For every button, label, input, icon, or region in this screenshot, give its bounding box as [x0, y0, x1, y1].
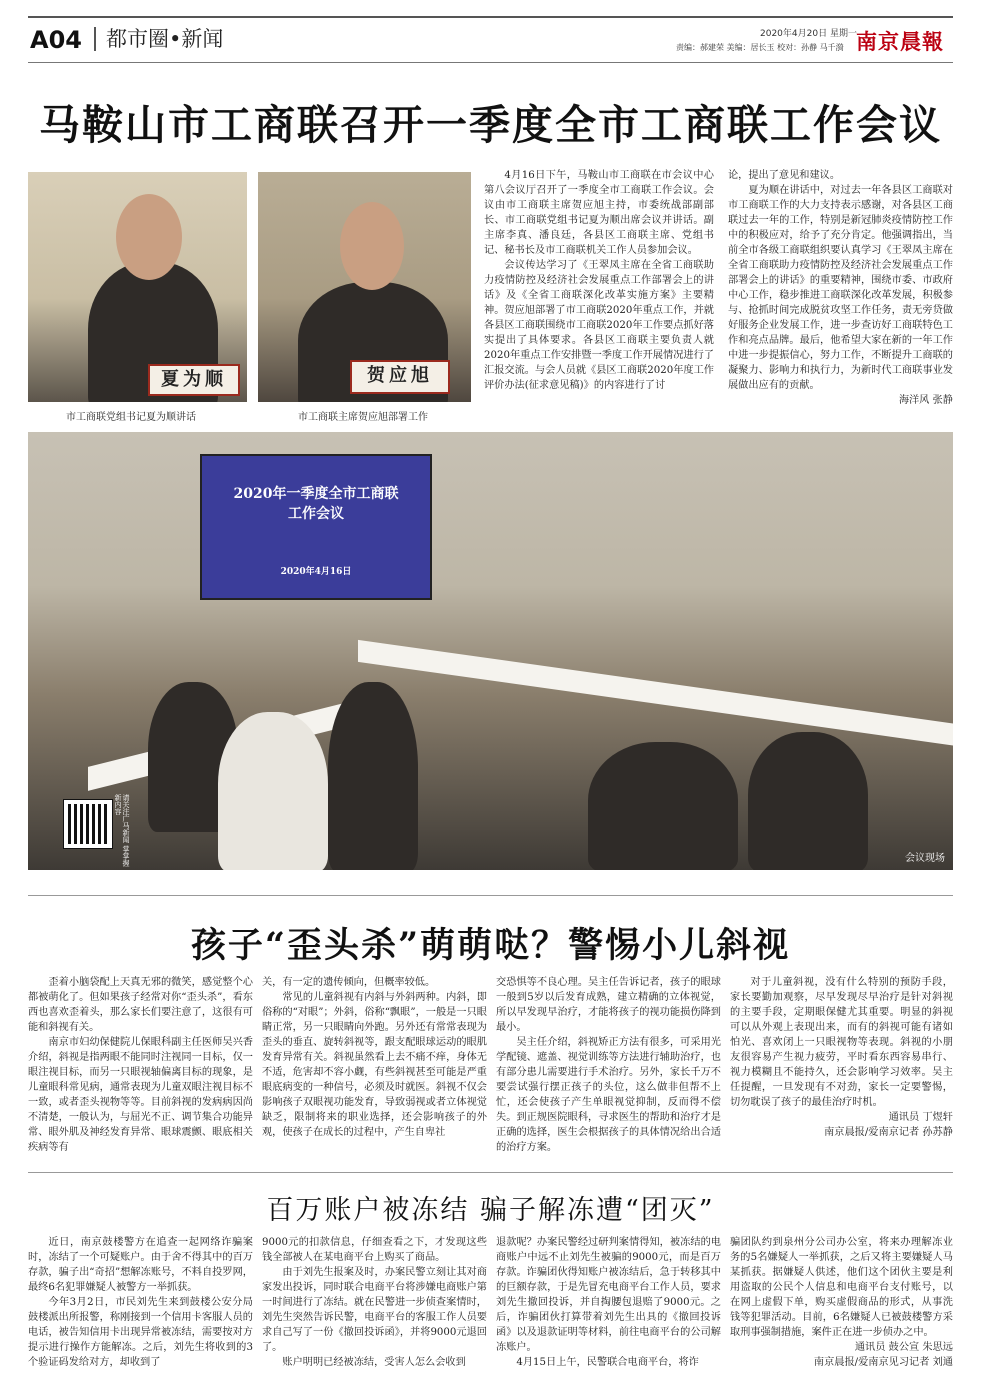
issue-date: 2020年4月20日 星期一 — [760, 29, 857, 39]
article1-headline: 马鞍山市工商联召开一季度全市工商联工作会议 — [39, 101, 942, 149]
attendee — [328, 682, 418, 870]
attendee — [218, 712, 328, 870]
section-title: 都市圈•新闻 — [94, 27, 223, 51]
page-number: A04 — [30, 26, 82, 54]
meeting-photo — [28, 432, 953, 870]
photo-speaker-he — [258, 172, 471, 402]
article2-column-1: 歪着小脑袋配上天真无邪的微笑，感觉整个心都被萌化了。但如果孩子经常对你“歪头杀”，看东西也喜欢歪着头，那么家长们要注意了，这很有可能和斜视有关。 南京市妇幼保健院儿保眼科副主任医师吴兴香介绍，斜视是指两眼不能同时注视同一目标，仅一眼注视目标，而另一只眼视轴偏离目标的现象，是儿童眼科常见病，通常表现为儿童双眼注视目标不一致，或者歪头视物等等。目前斜视的发病病因尚不清楚，一般认为，与屈光不正、调节集合功能异常、眼外肌及神经发育异常、眼球震颤、眼底相关疾病等有 — [28, 977, 253, 1153]
attendee — [588, 742, 738, 870]
screen-date: 2020年4月16日 — [280, 567, 352, 577]
screen-title: 2020年一季度全市工商联 工作会议 — [233, 486, 399, 522]
article2-headline: 孩子“歪头杀”萌萌哒？警惕小儿斜视 — [190, 925, 791, 966]
article3-column-1: 近日，南京鼓楼警方在追查一起网络诈骗案时，冻结了一个可疑账户。由于舍不得其中的百万存款，骗子出“奇招”想解冻账号，不料自投罗网，最终6名犯罪嫌疑人被警方一举抓获。 今年3月2日，市民刘先生来到鼓楼公安分局鼓楼派出所报警，称刚接到一个信用卡客服人员的电话，被告知信用卡出现异常被冻结，需要按对方提示进行操作方能解冻。之后，刘先生将收到的3个验证码发给对方，却收到了 — [28, 1237, 253, 1368]
editors-line: 责编：郝建荣 美编：居长玉 校对：孙静 马千漪 — [676, 43, 844, 52]
newspaper-logo: 南京晨報 — [856, 29, 944, 54]
meeting-photo-caption: 会议现场 — [905, 853, 945, 864]
article3-column-4: 骗团队约到泉州分公司办公室，将来办理解冻业务的5名嫌疑人一举抓获，之后又将主要嫌疑人马某抓获。据嫌疑人供述，他们这个团伙主要是利用盗取的公民个人信息和电商平台支付账号，以在网上虚假下单，购买虚假商品的形式，从事洗钱等犯罪活动。目前，6名嫌疑人已被鼓楼警方采取刑事强制措施，案件正在进一步侦办之中。 通讯员 鼓公宣 朱思远 南京晨报/爱南京见习记者 刘通 — [730, 1237, 953, 1368]
article3-byline-2: 南京晨报/爱南京见习记者 刘通 — [813, 1357, 953, 1368]
article1-column-1: 4月16日下午，马鞍山市工商联在市会议中心第八会议厅召开了一季度全市工商联工作会议。会议由市工商联主席贺应旭主持，市委统战部副部长、市工商联党组书记夏为顺出席会议并讲话。副主席李真、潘良廷，各县区工商联主席、党组书记、秘书长及市工商联机关工作人员参加会议。 会议传达学习了《王翠凤主席在全省工商联助力疫情防控及经济社会发展重点工作部署会上的讲话》及《全省工商联深化改革实施方案》主要精神。贺应旭部署了市工商联2020年重点工作，并就各县区工商联围绕市工商联2020年工作要点抓好落实提出了具体要求。各县区工商联主要负责人就2020年重点工作安排暨一季度工作开展情况进行了汇报交流。与会人员就《县区工商联2020年度工作评价办法(征求意见稿)》的内容进行了讨 — [484, 170, 714, 391]
person-face — [340, 202, 404, 290]
attendee — [748, 732, 868, 870]
article2-column-3: 交恐惧等不良心理。吴主任告诉记者，孩子的眼球一般到5岁以后发育成熟，建立精确的立体视觉，所以早发现早治疗，才能将孩子的视功能损伤降到最小。 吴主任介绍，斜视矫正方法有很多，可采用光学配镜、遮盖、视觉训练等方法进行辅助治疗，也有部分患儿需要进行手术治疗。另外，家长千万不要尝试强行摆正孩子的头位，这么做非但帮不上忙，还会使孩子产生单眼视觉抑制，反而得不偿失。到正规医院眼科，寻求医生的帮助和治疗才是正确的选择，医生会根据孩子的具体情况给出合适的治疗方案。 — [496, 977, 721, 1153]
article2-column-2: 关，有一定的遗传倾向，但概率较低。 常见的儿童斜视有内斜与外斜两种。内斜，即俗称的“对眼”；外斜，俗称“飘眼”，一般是一只眼睛正常，另一只眼睛向外跑。另外还有常常表现为歪头的垂直、旋转斜视等，跟支配眼球运动的眼肌发育异常有关。斜视虽然看上去不痛不痒，身体无不适，危害却不容小觑，有些斜视甚至可能是严重眼底病变的一种信号，必须及时就医。斜视不仅会影响孩子双眼视功能发育，导致弱视或者立体视觉缺乏，限制将来的职业选择，还会影响孩子的外观，使孩子在成长的过程中，产生自卑社 — [262, 977, 487, 1138]
photo2-caption: 市工商联主席贺应旭部署工作 — [298, 412, 428, 423]
nameplate: 贺应旭 — [350, 360, 450, 394]
article2-byline-2: 南京晨报/爱南京记者 孙苏静 — [824, 1127, 953, 1138]
article-divider — [28, 895, 953, 896]
photo-speaker-xia — [28, 172, 247, 402]
article2-column-4: 对于儿童斜视，没有什么特别的预防手段，家长要勤加观察，尽早发现尽早治疗是针对斜视的主要手段，定期眼保健尤其重要。明显的斜视可以从外观上表现出来，而有的斜视可能有诸如怕光、喜欢闭上一只眼视物等表现。斜视的小朋友很容易产生视力疲劳，平时看东西容易串行、视力模糊且不能持久，还会影响学习效率。吴主任提醒，一旦发现有不对劲，家长一定要警惕，切勿耽误了孩子的最佳治疗时机。 通讯员 丁煜轩 南京晨报/爱南京记者 孙苏静 — [730, 977, 953, 1138]
qr-note: 请关注广马新闻 掌掌握新内容 — [114, 794, 130, 867]
nameplate: 夏为顺 — [148, 364, 240, 396]
article2-byline-1: 通讯员 丁煜轩 — [888, 1112, 953, 1123]
top-rule — [28, 16, 953, 18]
article1-column-2: 论，提出了意见和建议。 夏为顺在讲话中，对过去一年各县区工商联对市工商联工作的大力支持表示感谢，对各县区工商联过去一年的工作，特别是新冠肺炎疫情防控工作中的积极应对，给予了充分肯定。他强调指出，当前全市各级工商联组织要认真学习《王翠凤主席在全省工商联助力疫情防控及经济社会发展重点工作部署会上的讲话》的重要精神，围绕市委、市政府中心工作，稳步推进工商联深化改革发展，积极参与、抢抓时间完成脱贫攻坚工作任务，责无旁贷做好服务企业发展工作，进一步查访好工商联特色工作和亮点品牌。最后，他希望大家在新的一年工作中进一步提振信心，努力工作，不断提升工商联的凝聚力、影响力和执行力，为新时代工商联事业发展做出应有的贡献。 海洋风 张静 — [728, 170, 953, 406]
article3-column-3: 退款呢？办案民警经过研判案情得知，被冻结的电商账户中远不止刘先生被骗的9000元，而是百万存款。诈骗团伙得知账户被冻结后，急于转移其中的巨额存款，于是先冒充电商平台工作人员，要求刘先生撤回投诉，并自掏腰包退赔了9000元。之后，诈骗团伙打算带着刘先生出具的《撤回投诉函》以及退款证明等材料，前往电商平台的公司解冻账户。 4月15日上午，民警联合电商平台，将诈 — [496, 1237, 721, 1368]
person-face — [116, 194, 182, 280]
article3-byline-1: 通讯员 鼓公宣 朱思远 — [854, 1342, 953, 1353]
article-divider — [28, 1172, 953, 1173]
article3-headline: 百万账户被冻结 骗子解冻遭“团灭” — [266, 1195, 715, 1226]
article3-column-2: 9000元的扣款信息，仔细查看之下，才发现这些钱全部被人在某电商平台上购买了商品。 由于刘先生报案及时，办案民警立刻让其对商家发出投诉，同时联合电商平台将涉嫌电商账户第一时间进行了冻结。就在民警进一步侦查案情时，刘先生突然告诉民警，电商平台的客服工作人员要求自己写了一份《撤回投诉函》，并将9000元退回了。 账户明明已经被冻结，受害人怎么会收到 — [262, 1237, 487, 1368]
qr-code-icon — [64, 800, 112, 848]
article1-byline: 海洋风 张静 — [898, 395, 953, 406]
header-rule — [28, 62, 953, 63]
photo1-caption: 市工商联党组书记夏为顺讲话 — [66, 412, 196, 423]
projection-screen — [200, 454, 432, 600]
